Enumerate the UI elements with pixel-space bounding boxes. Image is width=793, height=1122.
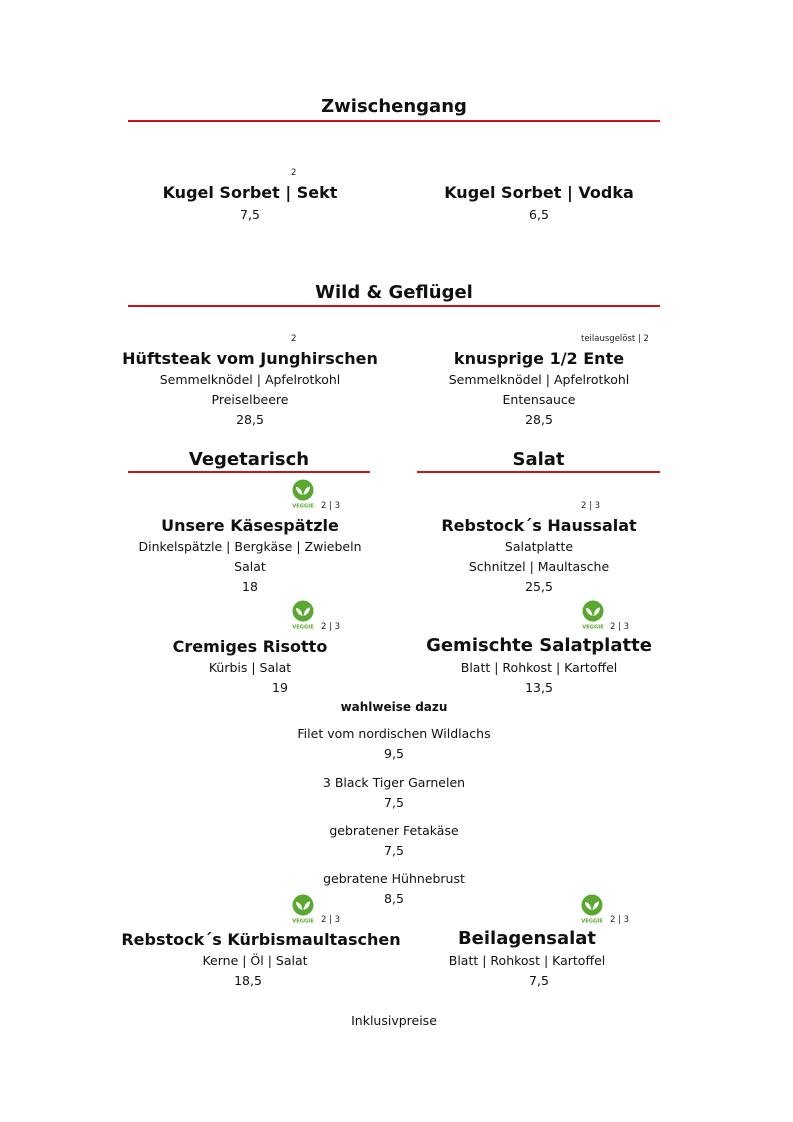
- menu-item-description: Schnitzel | Maultasche: [468, 559, 610, 574]
- menu-item-title: Cremiges Risotto: [172, 637, 328, 656]
- item-note: 2 | 3: [610, 622, 630, 632]
- menu-item-description: Blatt | Rohkost | Kartoffel: [448, 953, 606, 968]
- addon-name: gebratene Hühnebrust: [323, 871, 465, 886]
- menu-item-price: 7,5: [240, 207, 260, 222]
- menu-item-title: knusprige 1/2 Ente: [453, 349, 625, 368]
- veggie-badge-icon: [580, 894, 604, 924]
- addon-price: 9,5: [384, 746, 404, 761]
- addon-price: 7,5: [384, 795, 404, 810]
- menu-item-title: Kugel Sorbet | Vodka: [444, 183, 634, 202]
- menu-item-price: 18,5: [234, 973, 262, 988]
- section-rule: [128, 471, 370, 473]
- menu-item-price: 13,5: [525, 680, 553, 695]
- menu-item-description: Salatplatte: [504, 539, 574, 554]
- veggie-badge-icon: [291, 479, 315, 509]
- menu-item-price: 19: [272, 680, 288, 695]
- item-note: 2 | 3: [321, 915, 341, 925]
- addons-heading: wahlweise dazu: [340, 700, 448, 714]
- menu-item-price: 25,5: [525, 579, 553, 594]
- menu-item-title: Gemischte Salatplatte: [426, 635, 652, 656]
- addon-price: 7,5: [384, 843, 404, 858]
- menu-item-price: 28,5: [525, 412, 553, 427]
- section-rule: [417, 471, 660, 473]
- item-note: 2 | 3: [581, 501, 601, 511]
- addon-name: Filet vom nordischen Wildlachs: [297, 726, 491, 741]
- veggie-badge-icon: [291, 600, 315, 630]
- addon-name: 3 Black Tiger Garnelen: [322, 775, 466, 790]
- section-heading-wild: Wild & Geflügel: [315, 282, 473, 303]
- section-heading-vegetarisch: Vegetarisch: [188, 449, 310, 470]
- menu-item-description: Salat: [234, 559, 266, 574]
- veggie-badge-label: VEGGIE: [581, 918, 603, 924]
- menu-item-price: 18: [242, 579, 258, 594]
- menu-item-description: Kürbis | Salat: [208, 660, 292, 675]
- addon-name: gebratener Fetakäse: [329, 823, 459, 838]
- menu-item-description: Blatt | Rohkost | Kartoffel: [460, 660, 618, 675]
- item-note: 2 | 3: [321, 622, 341, 632]
- section-heading-zwischengang: Zwischengang: [321, 96, 467, 117]
- item-note: 2 | 3: [321, 501, 341, 511]
- section-rule: [128, 305, 660, 307]
- menu-item-description: Semmelknödel | Apfelrotkohl: [159, 372, 341, 387]
- menu-item-description: Dinkelspätzle | Bergkäse | Zwiebeln: [138, 539, 362, 554]
- menu-item-description: Preiselbeere: [211, 392, 289, 407]
- addon-price: 8,5: [384, 891, 404, 906]
- veggie-badge-label: VEGGIE: [292, 918, 314, 924]
- menu-item-price: 6,5: [529, 207, 549, 222]
- item-note: 2: [291, 334, 297, 344]
- item-note: teilausgelöst | 2: [581, 334, 649, 344]
- menu-item-title: Rebstock´s Haussalat: [441, 516, 637, 535]
- menu-item-title: Hüftsteak vom Junghirschen: [122, 349, 378, 368]
- menu-item-description: Kerne | Öl | Salat: [202, 953, 308, 968]
- item-note: 2: [291, 168, 297, 178]
- footer-note: Inklusivpreise: [351, 1013, 437, 1028]
- veggie-badge-label: VEGGIE: [582, 624, 604, 630]
- menu-item-price: 7,5: [529, 973, 549, 988]
- veggie-badge-icon: [291, 894, 315, 924]
- section-rule: [128, 120, 660, 122]
- veggie-badge-label: VEGGIE: [292, 624, 314, 630]
- menu-item-title: Unsere Käsespätzle: [161, 516, 339, 535]
- menu-item-price: 28,5: [236, 412, 264, 427]
- menu-item-title: Beilagensalat: [457, 928, 597, 949]
- menu-item-description: Semmelknödel | Apfelrotkohl: [448, 372, 630, 387]
- menu-item-title: Kugel Sorbet | Sekt: [162, 183, 338, 202]
- veggie-badge-label: VEGGIE: [292, 503, 314, 509]
- menu-item-description: Entensauce: [502, 392, 576, 407]
- menu-item-title: Rebstock´s Kürbismaultaschen: [121, 930, 401, 949]
- item-note: 2 | 3: [610, 915, 630, 925]
- section-heading-salat: Salat: [512, 449, 565, 470]
- veggie-badge-icon: [581, 600, 605, 630]
